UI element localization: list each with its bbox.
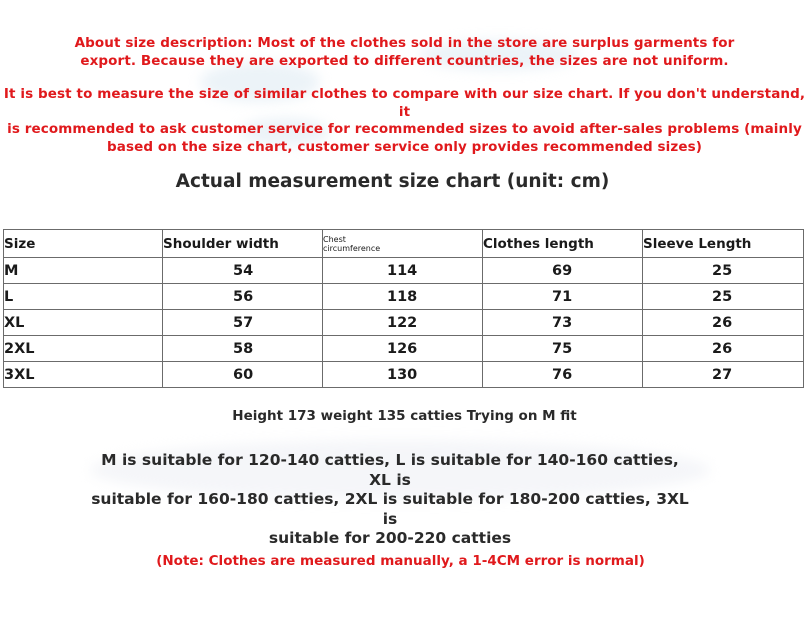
sleeve-length-cell: 25 [643,284,804,310]
fit-note: Height 173 weight 135 catties Trying on M fit [232,408,577,424]
clothes-length-cell: 73 [483,310,643,336]
size-cell: L [4,284,163,310]
table-header-row [4,230,804,258]
size-chart-title: Actual measurement size chart (unit: cm) [175,171,610,192]
table-row [4,258,804,284]
size-cell: M [4,258,163,284]
size-cell: 2XL [4,336,163,362]
header-shoulder-width: Shoulder width [163,230,323,258]
shoulder-width-cell: 57 [163,310,323,336]
chest-cell: 114 [323,258,483,284]
sleeve-length-cell: 27 [643,362,804,388]
sleeve-length-cell: 26 [643,336,804,362]
table-row [4,336,804,362]
size-description-text [0,35,809,70]
measurement-error-note: (Note: Clothes are measured manually, a 1-4CM error is normal) [156,553,645,569]
chest-cell: 122 [323,310,483,336]
table-row [4,362,804,388]
header-size: Size [4,230,163,258]
size-chart-table [3,229,804,388]
chest-cell: 130 [323,362,483,388]
chest-cell: 126 [323,336,483,362]
shoulder-width-cell: 60 [163,362,323,388]
clothes-length-cell: 75 [483,336,643,362]
size-cell: XL [4,310,163,336]
weight-suitability-text [90,451,690,549]
suitability-line: suitable for 200-220 catties [268,529,512,547]
shoulder-width-cell: 58 [163,336,323,362]
shoulder-width-cell: 54 [163,258,323,284]
sleeve-length-cell: 25 [643,258,804,284]
advice-line: It is best to measure the size of similar clothes to compare with our size chart. If you don't understand, it [3,86,806,120]
measurement-advice-text [0,86,809,156]
header-sleeve-length: Sleeve Length [643,230,804,258]
suitability-line: suitable for 160-180 catties, 2XL is suitable for 180-200 catties, 3XL is [91,490,689,528]
size-description-line: About size description: Most of the clothes sold in the store are surplus garments for [74,35,735,51]
chest-cell: 118 [323,284,483,310]
advice-line: is recommended to ask customer service for recommended sizes to avoid after-sales problems (mainly [7,121,802,137]
header-chest-circumference [323,230,483,258]
header-clothes-length: Clothes length [483,230,643,258]
size-description-line: export. Because they are exported to different countries, the sizes are not uniform. [80,52,729,69]
sleeve-length-cell: 26 [643,310,804,336]
clothes-length-cell: 69 [483,258,643,284]
clothes-length-cell: 71 [483,284,643,310]
shoulder-width-cell: 56 [163,284,323,310]
table-row [4,310,804,336]
advice-line: based on the size chart, customer service only provides recommended sizes) [106,138,702,155]
size-cell: 3XL [4,362,163,388]
table-row [4,284,804,310]
clothes-length-cell: 76 [483,362,643,388]
suitability-line: M is suitable for 120-140 catties, L is suitable for 140-160 catties, XL is [101,451,679,489]
chest-circumference-label: Chest circumference [323,234,381,253]
